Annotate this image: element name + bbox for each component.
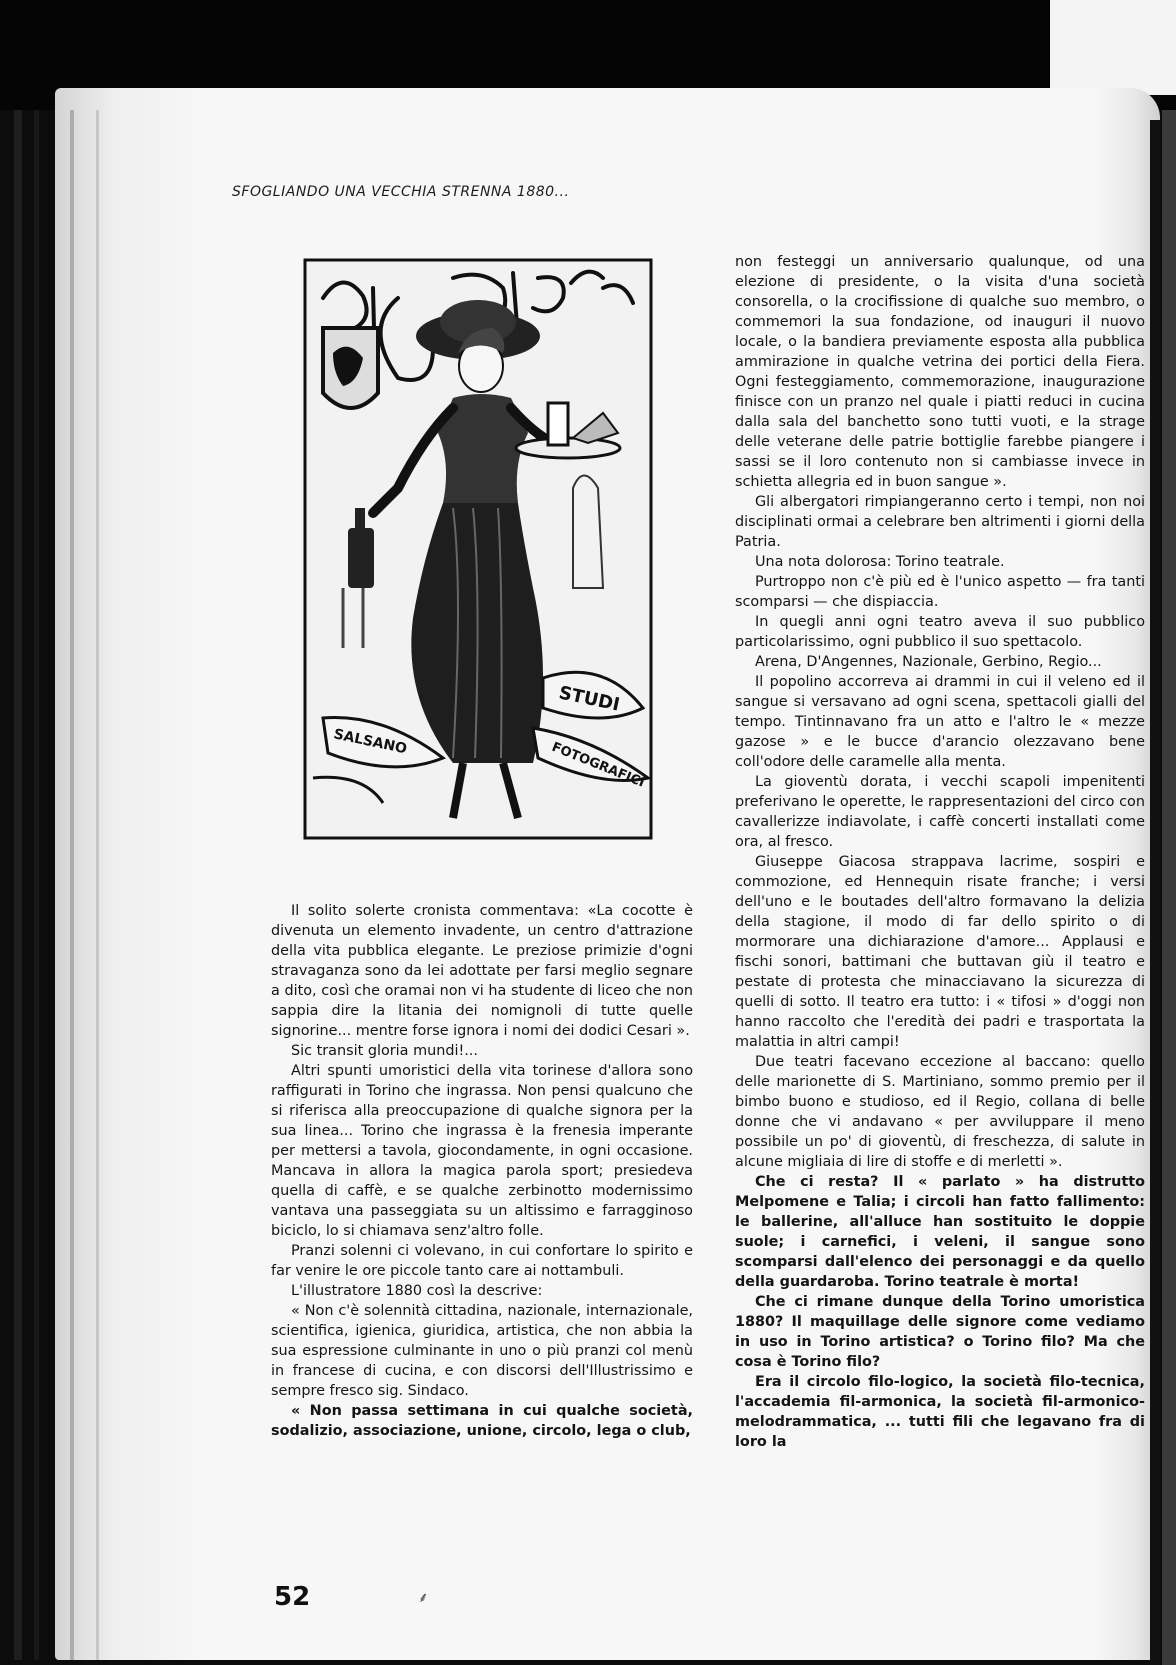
illustration-caption-word: STUDI — [556, 682, 622, 716]
paragraph: La gioventù dorata, i vecchi scapoli impenitenti preferivano le operette, le rappresentazioni del circo con cavallerizze indiavolate, i caffè concerti installati come ora, al fresco. — [735, 774, 1145, 850]
text-column-left — [271, 901, 693, 1441]
wine-bottle — [348, 528, 374, 588]
paragraph: Era il circolo filo-logico, la società filo-tecnica, l'accademia fil-armonica, la società fil-armonico-melodrammatica, ... tutti fili che legavano fra di loro la — [735, 1374, 1145, 1450]
paragraph: L'illustratore 1880 così la descrive: — [291, 1283, 543, 1299]
paragraph: Due teatri facevano eccezione al baccano: quello delle marionette di S. Martiniano, sommo premio per il bimbo buono e studioso, ed il Regio, collana di belle donne che vi andavano « per avviluppare il meno possibile un po' di gioventù, di freschezza, di salute in alcune migliaia di lire di stoffe e di merletti ». — [735, 1054, 1145, 1170]
paragraph: Che ci rimane dunque della Torino umoristica 1880? Il maquillage delle signore come vediamo in uso in Torino artistica? o Torino filo? Ma che cosa è Torino filo? — [735, 1294, 1145, 1370]
paragraph: « Non passa settimana in cui qualche società, sodalizio, associazione, unione, circolo, lega o club, — [271, 1403, 693, 1439]
binding-shadow — [1150, 120, 1160, 1665]
illustration-caption-word: SALSANO — [332, 726, 409, 758]
page-number: 52 — [274, 1582, 311, 1612]
scan-corner-light — [1050, 0, 1176, 95]
page-stack-edge — [96, 110, 99, 1660]
page-stack-edge — [34, 110, 39, 1660]
paragraph: Gli albergatori rimpiangeranno certo i tempi, non noi disciplinati ormai a celebrare ben altrimenti i giorni della Patria. — [735, 494, 1145, 550]
page-stack-edge — [14, 110, 22, 1660]
paragraph: non festeggi un anniversario qualunque, od una elezione di presidente, o la visita d'una società consorella, o la crocifissione di qualche suo membro, o commemori la sua fondazione, od inauguri il nuovo locale, o la bandiera previamente esposta alla pubblica ammirazione in qualche vetrina dei portici della Fiera. Ogni festeggiamento, commemorazione, inaugurazione finisce con un pranzo nel quale i piatti reduci in cucina dalla sala del banchetto sono tutti vuoti, e la strage delle veterane delle patrie bottiglie farebbe piangere i sassi se il loro contenuto non si cambiasse invece in schietta allegria ed in buon sangue ». — [735, 254, 1145, 490]
paragraph: « Non c'è solennità cittadina, nazionale, internazionale, scientifica, igienica, giuridica, artistica, che non abbia la sua espressione culminante in uno o più pranzi col menù in francese di cucina, e con discorsi dell'Illustrissimo e sempre fresco sig. Sindaco. — [271, 1303, 693, 1399]
text-column-right — [735, 252, 1145, 1452]
paragraph: Altri spunti umoristici della vita torinese d'allora sono raffigurati in Torino che ingrassa. Non pensi qualcuno che si riferisca alla preoccupazione di qualche signora per la sua linea... Torino che ingrassa è la frenesia imperante per mettersi a tavola, giocondamente, in ogni occasione. Mancava in allora la magica parola sport; presiedeva quella di caffè, e se qualche zerbinotto modernissimo vantava una passeggiata su un altissimo e farragginoso biciclo, lo si chiamava senz'altro folle. — [271, 1063, 693, 1239]
paragraph: Il solito solerte cronista commentava: «La cocotte è divenuta un elemento invadente, un centro d'attrazione della vita pubblica elegante. Le preziose primizie d'ogni stravaganza sono da lei adottate per farsi meglio segnare a dito, così che oramai non vi ha studente di liceo che non sappia dire la litania dei nomignoli di tutte quelle signorine... mentre forse ignora i nomi dei dodici Cesari ». — [271, 903, 693, 1039]
ornament-mark: ⸙ — [418, 1590, 429, 1606]
illustration-caption-word: FOTOGRAFICI — [549, 739, 647, 791]
paragraph: Sic transit gloria mundi!... — [291, 1043, 478, 1059]
paragraph: Pranzi solenni ci volevano, in cui confortare lo spirito e far venire le ore piccole tanto care ai nottambuli. — [271, 1243, 693, 1279]
running-head: SFOGLIANDO UNA VECCHIA STRENNA 1880... — [232, 184, 570, 200]
paragraph: Giuseppe Giacosa strappava lacrime, sospiri e commozione, ed Hennequin risate franche; i versi dell'uno e le boutades dell'altro formavano la delizia della stagione, il modo di far dello spirito o di mormorare una dichiarazione d'amore... Applausi e fischi sonori, battimani che buttavan giù il teatro e pestate di protesta che minacciavano la sicurezza di quelli di sotto. Il teatro era tutto: i « tifosi » d'oggi non hanno raccolto che l'eredità dei padri e trasportata la malattia in altri campi! — [735, 854, 1145, 1050]
paragraph: Il popolino accorreva ai drammi in cui il veleno ed il sangue si versavano ad ogni scena, spettacoli gialli del tempo. Tintinnavano fra un atto e l'altro le « mezze gazose » e le bucce d'arancio olezzavano bene coll'odore delle caramelle alla menta. — [735, 674, 1145, 770]
page-stack-edge — [70, 110, 74, 1660]
paragraph: In quegli anni ogni teatro aveva il suo pubblico particolarissimo, ogni pubblico il suo spettacolo. — [735, 614, 1145, 650]
paragraph: Che ci resta? Il « parlato » ha distrutto Melpomene e Talia; i circoli han fatto fallimento: le ballerine, all'alluce han sostituito le doppie suole; i carnefici, i veleni, il sangue sono scomparsi dall'elenco dei personaggi e da quello della guardaroba. Torino teatrale è morta! — [735, 1174, 1145, 1290]
paragraph: Purtroppo non c'è più ed è l'unico aspetto — fra tanti scomparsi — che dispiaccia. — [735, 574, 1145, 610]
paragraph: Arena, D'Angennes, Nazionale, Gerbino, Regio... — [755, 654, 1102, 670]
binding-shadow — [1162, 110, 1176, 1665]
paragraph: Una nota dolorosa: Torino teatrale. — [755, 554, 1005, 570]
illustration-woman-with-tray — [303, 258, 653, 840]
